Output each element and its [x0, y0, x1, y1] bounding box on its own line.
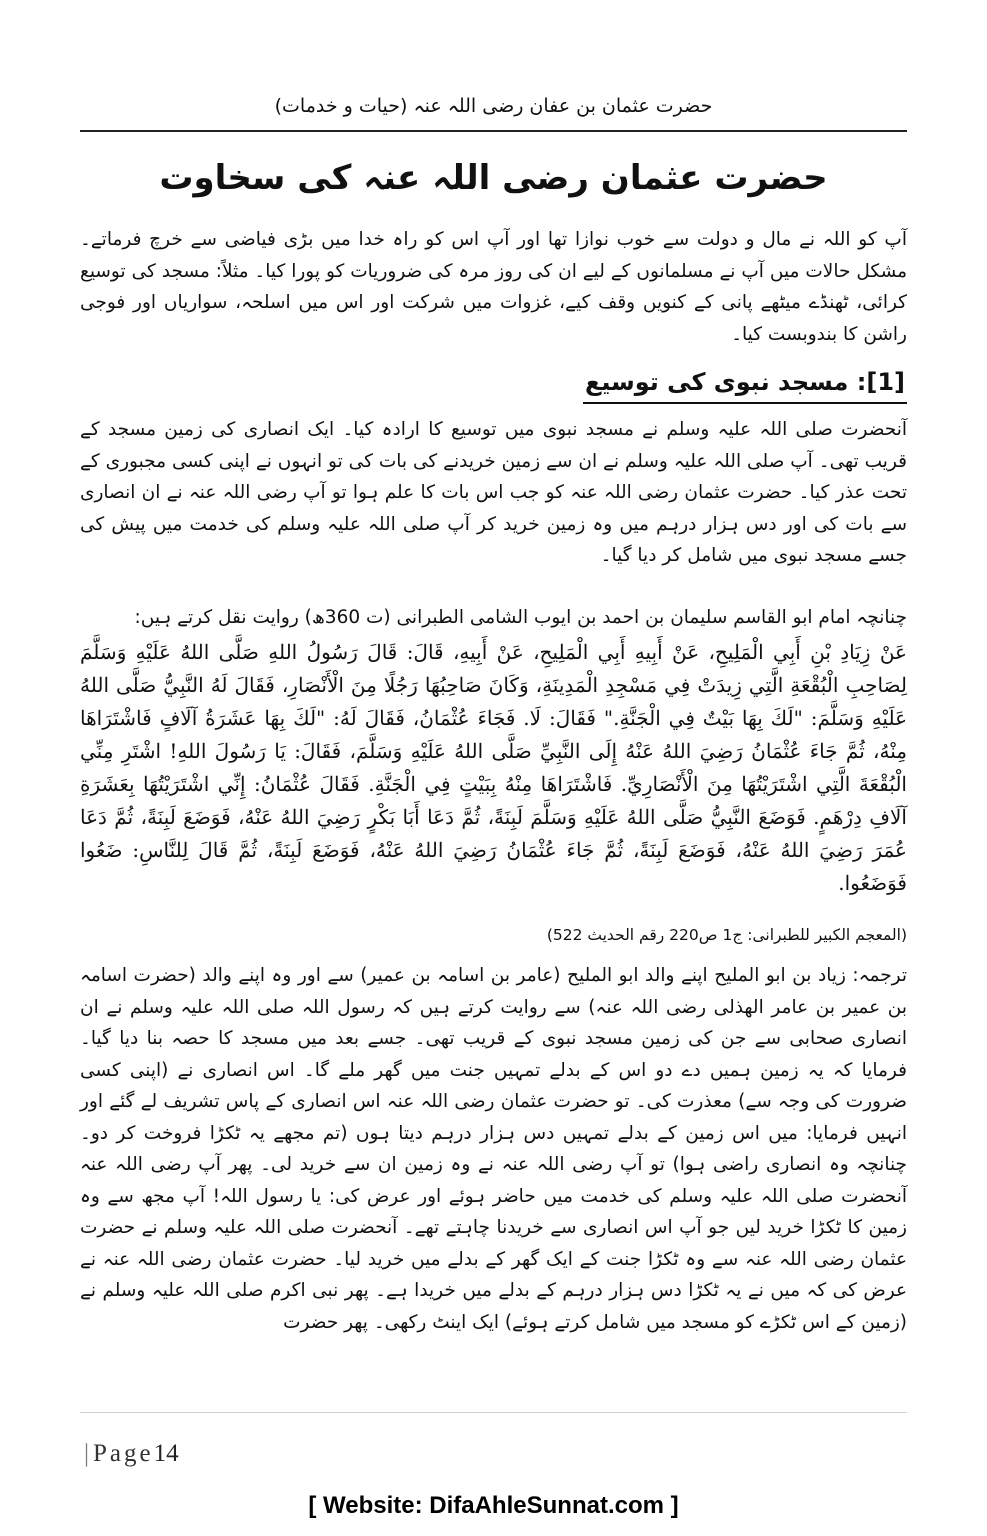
hadith-arabic-text: عَنْ زِيَادِ بْنِ أَبِي الْمَلِيحِ، عَنْ أَبِيهِ أَبِي الْمَلِيحِ، عَنْ أَبِيهِ، قَالَ: قَالَ رَسُولُ اللهِ صَلَّى اللهُ عَلَيْهِ وَسَلَّمَ لِصَاحِبِ الْبُقْعَةِ الَّتِي زِيدَتْ فِي مَسْجِدِ الْمَدِينَةِ، وَكَانَ صَاحِبُهَا رَجُلًا مِنَ الْأَنْصَارِ، فَقَالَ لَهُ النَّبِيُّ صَلَّى اللهُ عَلَيْهِ وَسَلَّمَ: "لَكَ بِهَا بَيْتٌ فِي الْجَنَّةِ." فَقَالَ: لَا. فَجَاءَ عُثْمَانُ، فَقَالَ لَهُ: "لَكَ بِهَا عَشَرَةُ آلَافٍ فَاشْتَرَاهَا مِنْهُ، ثُمَّ جَاءَ عُثْمَانُ رَضِيَ اللهُ عَنْهُ إِلَى النَّبِيِّ صَلَّى اللهُ عَلَيْهِ وَسَلَّمَ، فَقَالَ: يَا رَسُولَ اللهِ! اشْتَرِ مِنِّي الْبُقْعَةَ الَّتِي اشْتَرَيْتُهَا مِنَ الْأَنْصَارِيِّ. فَاشْتَرَاهَا مِنْهُ بِبَيْتٍ فِي الْجَنَّةِ. فَقَالَ عُثْمَانُ: إِنِّي اشْتَرَيْتُهَا بِعَشَرَةِ آلَافِ دِرْهَمٍ. فَوَضَعَ النَّبِيُّ صَلَّى اللهُ عَلَيْهِ وَسَلَّمَ لَبِنَةً، ثُمَّ دَعَا أَبَا بَكْرٍ رَضِيَ اللهُ عَنْهُ، فَوَضَعَ لَبِنَةً، ثُمَّ دَعَا عُمَرَ رَضِيَ اللهُ عَنْهُ، فَوَضَعَ لَبِنَةً، ثُمَّ جَاءَ عُثْمَانُ رَضِيَ اللهُ عَنْهُ، فَوَضَعَ لَبِنَةً، ثُمَّ قَالَ لِلنَّاسِ: ضَعُوا فَوَضَعُوا.	[80, 640, 907, 895]
header-rule	[80, 130, 907, 132]
page-number-digits: 14	[153, 1440, 179, 1467]
section-heading: [1]: مسجد نبوی کی توسیع	[583, 364, 907, 404]
running-header: حضرت عثمان بن عفان رضی اللہ عنہ (حیات و خدمات)	[274, 95, 713, 117]
page-separator: |	[84, 1440, 90, 1467]
hadith-reference: (المعجم الکبیر للطبرانی: ج1 ص220 رقم الحدیث 522)	[546, 926, 907, 944]
chapter-title: حضرت عثمان رضی اللہ عنہ کی سخاوت	[159, 158, 828, 198]
page-number	[84, 1440, 179, 1468]
section-paragraph: آنحضرت صلی اللہ علیہ وسلم نے مسجد نبوی میں توسیع کا ارادہ کیا۔ ایک انصاری کی زمین مسجد کے قریب تھی۔ آپ صلی اللہ علیہ وسلم نے ان سے زمین خریدنے کی بات کی تو انہوں نے اپنی کسی مجبوری کے تحت عذر کیا۔ حضرت عثمان رضی اللہ عنہ کو جب اس بات کا علم ہوا تو آپ رضی اللہ عنہ نے ان انصاری سے بات کی اور دس ہزار درہم میں وہ زمین خرید کر آپ صلی اللہ علیہ وسلم کی خدمت میں پیش کی جسے مسجد نبوی میں شامل کر دیا گیا۔	[80, 419, 907, 566]
footer-rule	[80, 1412, 907, 1413]
website-footer: [ Website: DifaAhleSunnat.com ]	[308, 1492, 679, 1519]
narration-intro: چنانچہ امام ابو القاسم سلیمان بن احمد بن ایوب الشامی الطبرانی (ت 360ھ) روایت نقل کرتے ہیں:	[134, 607, 907, 628]
intro-paragraph: آپ کو اللہ نے مال و دولت سے خوب نوازا تھا اور آپ اس کو راہ خدا میں بڑی فیاضی سے خرچ فرماتے۔ مشکل حالات میں آپ نے مسلمانوں کے لیے ان کی روز مرہ کی ضروریات کو پورا کیا۔ مثلاً: مسجد کی توسیع کرائی، ٹھنڈے میٹھے پانی کے کنویں وقف کیے، غزوات میں شرکت اور اس میں اسلحہ، سواریاں اور فوجی راشن کا بندوبست کیا۔	[80, 229, 907, 345]
page-label: Page	[93, 1440, 154, 1467]
translation-paragraph: ترجمہ: زیاد بن ابو الملیح اپنے والد ابو الملیح (عامر بن اسامہ بن عمیر) سے اور وہ اپنے والد (حضرت اسامہ بن عمیر بن عامر الھذلی رضی اللہ عنہ) سے روایت کرتے ہیں کہ رسول اللہ صلی اللہ علیہ وسلم نے ان انصاری صحابی سے جن کی زمین مسجد نبوی کے قریب تھی۔ جسے بعد میں مسجد کا حصہ بنا دیا گیا۔ فرمایا کہ یہ زمین ہمیں دے دو اس کے بدلے تمہیں جنت میں گھر ملے گا۔ اس انصاری نے (اپنی کسی ضرورت کی وجہ سے) معذرت کی۔ تو حضرت عثمان رضی اللہ عنہ اس انصاری کے پاس تشریف لے گئے اور انہیں فرمایا: میں اس زمین کے بدلے تمہیں دس ہزار درہم دیتا ہوں (تم مجھے یہ ٹکڑا فروخت کر دو۔ چنانچہ وہ انصاری راضی ہوا) تو آپ رضی اللہ عنہ نے وہ زمین ان سے خرید لی۔ پھر آپ رضی اللہ عنہ آنحضرت صلی اللہ علیہ وسلم کی خدمت میں حاضر ہوئے اور عرض کی: یا رسول اللہ! آپ مجھ سے وہ زمین کا ٹکڑا خرید لیں جو آپ اس انصاری سے خریدنا چاہتے تھے۔ آنحضرت صلی اللہ علیہ وسلم نے حضرت عثمان رضی اللہ عنہ سے وہ ٹکڑا جنت کے ایک گھر کے بدلے میں خرید لیا۔ حضرت عثمان رضی اللہ عنہ نے عرض کی کہ میں نے یہ ٹکڑا دس ہزار درہم کے بدلے میں خریدا ہے۔ پھر نبی اکرم صلی اللہ علیہ وسلم نے (زمین کے اس ٹکڑے کو مسجد میں شامل کرتے ہوئے) ایک اینٹ رکھی۔ پھر حضرت	[80, 965, 907, 1333]
